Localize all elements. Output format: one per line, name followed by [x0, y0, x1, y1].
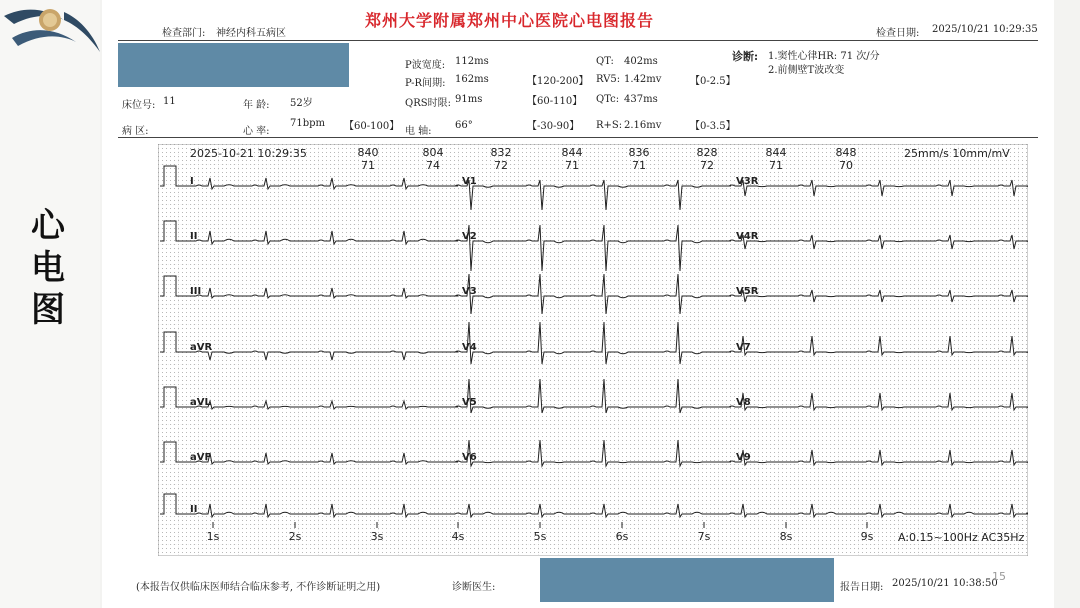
rr-interval: 840: [357, 146, 379, 159]
doctor-label: 诊断医生:: [452, 582, 496, 593]
side-title-char: 图: [31, 290, 65, 330]
axis-range: 【-30-90】: [527, 121, 580, 132]
lead-label: V5: [462, 397, 477, 408]
ecg-speed-gain: 25mm/s 10mm/mV: [904, 147, 1010, 160]
axis-value: 66°: [455, 120, 473, 131]
qrs-label: QRS时限:: [405, 98, 451, 109]
rr-interval: 828: [696, 146, 718, 159]
lead-label: V3R: [736, 176, 759, 187]
qrs-range: 【60-110】: [527, 96, 583, 107]
lead-label: V4R: [736, 231, 759, 242]
age-value: 52岁: [290, 98, 313, 109]
time-tick-label: 7s: [697, 530, 711, 543]
heart-rate-label: 心 率:: [243, 126, 270, 137]
header-divider: [118, 40, 1038, 41]
qtc-label: QTc:: [596, 94, 620, 105]
lead-label: I: [190, 176, 194, 187]
rr-interval: 804: [422, 146, 444, 159]
time-tick-label: 3s: [370, 530, 384, 543]
rr-interval: 848: [835, 146, 857, 159]
beat-heart-rate: 74: [426, 159, 440, 172]
lead-label: aVF: [190, 452, 212, 463]
beat-heart-rate: 72: [700, 159, 714, 172]
beat-heart-rate: 71: [565, 159, 579, 172]
qtc-value: 437ms: [624, 94, 658, 105]
time-tick-label: 9s: [860, 530, 874, 543]
exam-date-label: 检查日期:: [876, 28, 920, 39]
time-tick-label: 2s: [288, 530, 302, 543]
side-title: [26, 205, 70, 331]
pr-label: P-R间期:: [405, 78, 446, 89]
rv5-label: RV5:: [596, 74, 621, 85]
beat-heart-rate: 71: [632, 159, 646, 172]
p-width-value: 112ms: [455, 56, 489, 67]
report-title: 郑州大学附属郑州中心医院心电图报告: [365, 11, 655, 30]
rs-label: R+S:: [596, 120, 623, 131]
lead-label: V3: [462, 286, 477, 297]
qrs-value: 91ms: [455, 94, 483, 105]
time-tick-label: 8s: [779, 530, 793, 543]
side-title-char: 电: [31, 248, 65, 288]
rs-range: 【0-3.5】: [690, 121, 736, 132]
ecg-tracing: [158, 144, 1028, 556]
lead-label: V6: [462, 452, 477, 463]
age-label: 年 龄:: [243, 100, 270, 111]
rr-interval: 836: [628, 146, 650, 159]
rv5-range: 【0-2.5】: [690, 76, 736, 87]
qt-label: QT:: [596, 56, 614, 67]
heart-rate-value: 71bpm: [290, 118, 326, 129]
lead-label: II: [190, 231, 198, 242]
rs-value: 2.16mv: [624, 120, 662, 131]
bed-value: 11: [163, 96, 176, 107]
lead-label: V9: [736, 452, 751, 463]
lead-label: V2: [462, 231, 477, 242]
time-tick-label: 5s: [533, 530, 547, 543]
time-tick-label: 1s: [206, 530, 220, 543]
pr-value: 162ms: [455, 74, 489, 85]
qt-value: 402ms: [624, 56, 658, 67]
footer-note: (本报告仅供临床医师结合临床参考, 不作诊断证明之用): [136, 582, 381, 593]
rv5-value: 1.42mv: [624, 74, 662, 85]
diagnosis-label: 诊断:: [732, 50, 759, 63]
lead-label: V4: [462, 342, 477, 353]
lead-label: II: [190, 504, 198, 515]
beat-heart-rate: 71: [361, 159, 375, 172]
department-label: 检查部门:: [162, 28, 206, 39]
p-width-label: P波宽度:: [405, 60, 446, 71]
side-title-char: 心: [31, 206, 65, 246]
hospital-logo: [4, 2, 102, 62]
bed-label: 床位号:: [122, 100, 156, 111]
time-tick-label: 6s: [615, 530, 629, 543]
lead-label: V5R: [736, 286, 759, 297]
time-tick-label: 4s: [451, 530, 465, 543]
ecg-timestamp: 2025-10-21 10:29:35: [190, 147, 307, 160]
beat-heart-rate: 71: [769, 159, 783, 172]
diagnosis-line-1: 1.窦性心律HR: 71 次/分: [768, 51, 880, 62]
beat-heart-rate: 70: [839, 159, 853, 172]
axis-label: 电 轴:: [405, 126, 432, 137]
department-value: 神经内科五病区: [216, 28, 286, 39]
redacted-doctor-signature: [540, 558, 834, 602]
exam-date-value: 2025/10/21 10:29:35: [932, 24, 1038, 35]
lead-label: V8: [736, 397, 751, 408]
lead-label: V1: [462, 176, 477, 187]
left-panel: [0, 0, 100, 608]
ward-label: 病 区:: [122, 126, 149, 137]
rr-interval: 844: [765, 146, 787, 159]
heart-rate-range: 【60-100】: [344, 121, 400, 132]
diagnosis-line-2: 2.前侧壁T波改变: [768, 65, 845, 76]
lead-label: V7: [736, 342, 751, 353]
lead-label: aVR: [190, 342, 213, 353]
page-number: 15: [992, 570, 1006, 583]
ecg-grid: [158, 144, 1028, 556]
beat-heart-rate: 72: [494, 159, 508, 172]
report-date-label: 报告日期:: [840, 582, 884, 593]
pr-range: 【120-200】: [527, 76, 589, 87]
info-divider: [118, 137, 1038, 138]
redacted-patient-info: [118, 43, 349, 87]
report-date-value: 2025/10/21 10:38:50: [892, 578, 998, 589]
rr-interval: 832: [490, 146, 512, 159]
lead-label: III: [190, 286, 202, 297]
rr-interval: 844: [561, 146, 583, 159]
lead-label: aVL: [190, 397, 211, 408]
ecg-filter: A:0.15~100Hz AC35Hz: [898, 531, 1025, 544]
